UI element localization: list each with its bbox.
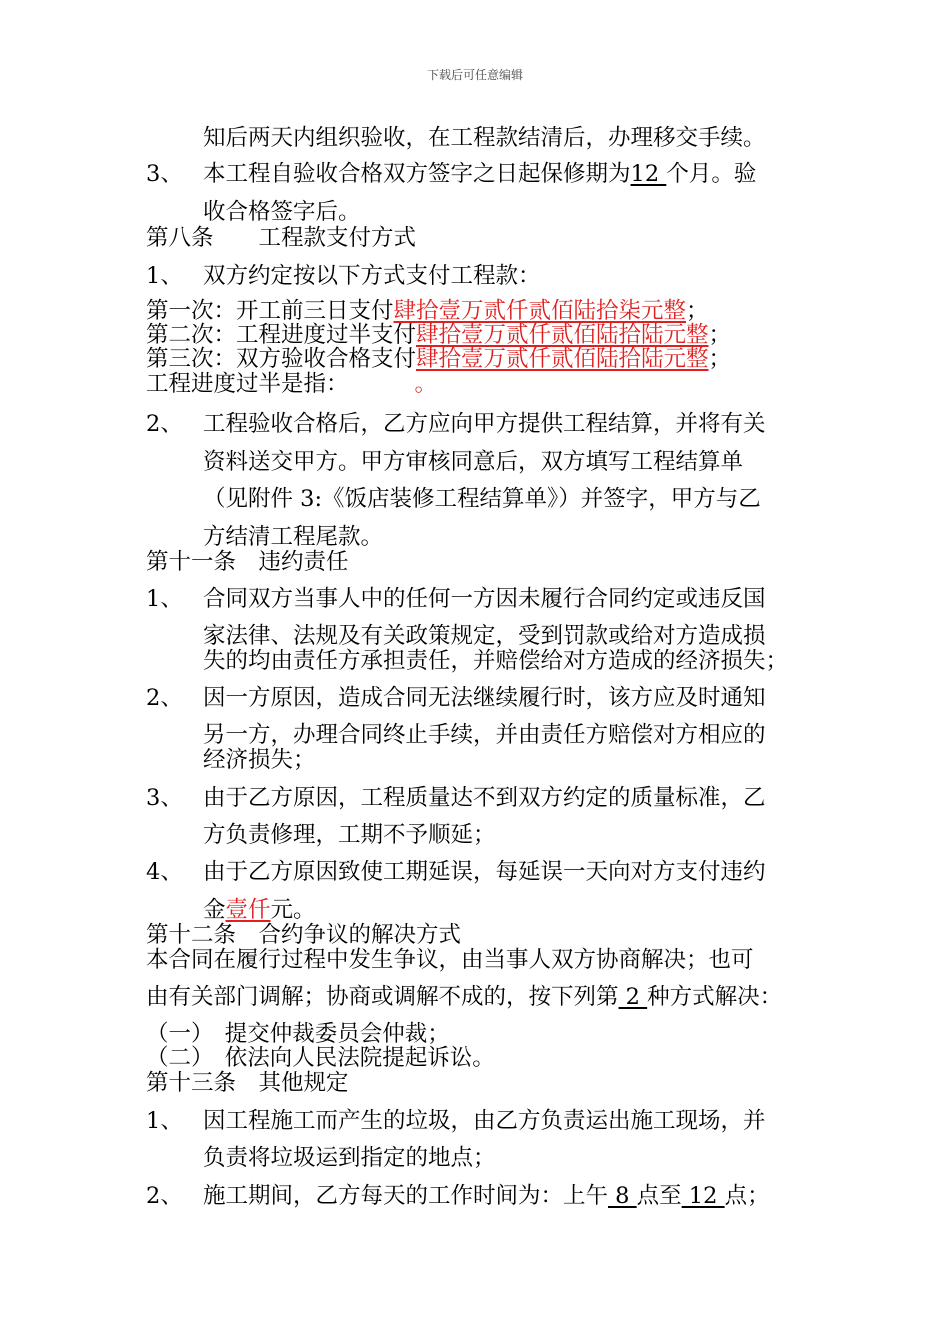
- item-text-cont: 负责将垃圾运到指定的地点；: [203, 1145, 496, 1171]
- item-number: 3、: [146, 161, 183, 187]
- item-text: 双方约定按以下方式支付工程款：: [203, 263, 541, 289]
- item-number: 2、: [146, 411, 183, 437]
- option-line: （一） 提交仲裁委员会仲裁；: [146, 1021, 450, 1047]
- page-header: 下载后可任意编辑: [426, 68, 523, 82]
- item-number: 1、: [146, 586, 183, 612]
- item-text: 合同双方当事人中的任何一方因未履行合同约定或违反国: [203, 586, 766, 612]
- article-heading: 第八条 工程款支付方式: [146, 225, 417, 251]
- payment-line: 第二次：工程进度过半支付肆拾壹万贰仟贰佰陆拾陆元整；: [146, 322, 732, 348]
- item-text: 由于乙方原因致使工期延误，每延误一天向对方支付违约: [203, 859, 766, 885]
- payment-amount: 肆拾壹万贰仟贰佰陆拾陆元整: [416, 346, 709, 372]
- item-number: 3、: [146, 785, 183, 811]
- item-number: 1、: [146, 1108, 183, 1134]
- item-text-cont: （见附件 3:《饭店装修工程结算单》）并签字，甲方与乙: [203, 486, 761, 512]
- payment-amount: 肆拾壹万贰仟贰佰陆拾柒元整: [393, 298, 687, 324]
- start-hour: 8: [608, 1183, 637, 1209]
- item-text: 本工程自验收合格双方签字之日起保修期为12 个月。验: [203, 161, 757, 187]
- option-number: 2: [618, 984, 648, 1010]
- payment-amount: 肆拾壹万贰仟贰佰陆拾陆元整: [416, 322, 709, 348]
- item-text-cont: 资料送交甲方。甲方审核同意后，双方填写工程结算单: [203, 449, 744, 475]
- item-number: 2、: [146, 1183, 183, 1209]
- item-text-cont: 方负责修理，工期不予顺延；: [203, 822, 496, 848]
- warranty-months: 12: [630, 161, 667, 187]
- article-heading: 第十三条 其他规定: [146, 1070, 349, 1096]
- item-text-cont: 另一方，办理合同终止手续，并由责任方赔偿对方相应的: [203, 722, 766, 748]
- item-text-cont: 失的均由责任方承担责任，并赔偿给对方造成的经济损失；: [203, 648, 789, 674]
- item-text-cont: 收合格签字后。: [203, 199, 361, 225]
- item-text-cont: 金壹仟元。: [203, 897, 316, 923]
- article-heading: 第十一条 违约责任: [146, 549, 349, 575]
- item-text: 因工程施工而产生的垃圾，由乙方负责运出施工现场，并: [203, 1108, 766, 1134]
- item-text: 工程验收合格后，乙方应向甲方提供工程结算，并将有关: [203, 411, 766, 437]
- item-number: 4、: [146, 859, 183, 885]
- item-number: 2、: [146, 685, 183, 711]
- item-text-cont: 经济损失；: [203, 747, 316, 773]
- payment-line: 第三次：双方验收合格支付肆拾壹万贰仟贰佰陆拾陆元整；: [146, 346, 732, 372]
- item-number: 1、: [146, 263, 183, 289]
- paragraph-line: 本合同在履行过程中发生争议，由当事人双方协商解决；也可: [146, 947, 754, 973]
- paragraph-line: 由有关部门调解；协商或调解不成的，按下列第 2 种方式解决：: [146, 984, 783, 1010]
- end-hour: 12: [681, 1183, 725, 1209]
- option-line: （二） 依法向人民法院提起诉讼。: [146, 1045, 495, 1071]
- penalty-amount: 壹仟: [225, 897, 271, 923]
- item-text-cont: 家法律、法规及有关政策规定，受到罚款或给对方造成损: [203, 623, 766, 649]
- payment-line: 第一次：开工前三日支付肆拾壹万贰仟贰佰陆拾柒元整；: [146, 298, 709, 324]
- paragraph-line: 知后两天内组织验收，在工程款结清后，办理移交手续。: [203, 125, 766, 151]
- item-text: 施工期间，乙方每天的工作时间为：上午 8 点至 12 点；: [203, 1183, 770, 1209]
- item-text: 因一方原因，造成合同无法继续履行时，该方应及时通知: [203, 685, 766, 711]
- article-heading: 第十二条 合约争议的解决方式: [146, 922, 462, 948]
- payment-line: 工程进度过半是指： 。: [146, 371, 438, 397]
- item-text: 由于乙方原因，工程质量达不到双方约定的质量标准，乙: [203, 785, 766, 811]
- item-text-cont: 方结清工程尾款。: [203, 524, 384, 550]
